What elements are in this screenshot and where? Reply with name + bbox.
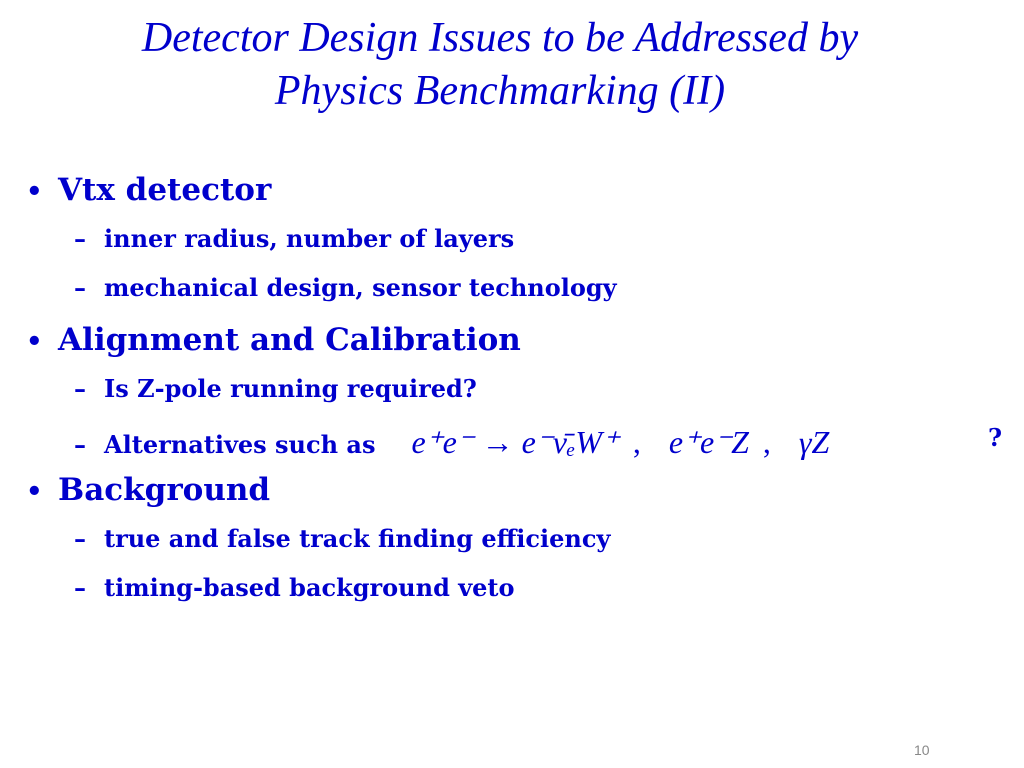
sub-item — [74, 524, 1016, 554]
sub-item-text: true and false track finding efficiency — [104, 524, 611, 553]
dash-icon: – — [74, 430, 86, 459]
physics-formula — [411, 423, 829, 461]
bullet-icon: • — [26, 177, 43, 207]
sub-item-alternatives — [74, 423, 1016, 460]
title-line-1: Detector Design Issues to be Addressed by — [141, 15, 859, 61]
sub-item — [74, 273, 1016, 303]
bullet-icon: • — [26, 477, 43, 507]
formula-process-w: e⁺e⁻ → e⁻ν̄ₑW⁺ — [411, 424, 619, 460]
bullet-text: Background — [58, 472, 271, 508]
bullet-vtx-detector — [26, 172, 1016, 210]
title-line-2: Physics Benchmarking (II) — [274, 68, 726, 114]
dash-icon: – — [74, 224, 86, 253]
sub-item-text: mechanical design, sensor technology — [104, 273, 617, 302]
dash-icon: – — [74, 573, 86, 602]
bullet-icon: • — [26, 327, 43, 357]
dash-icon: – — [74, 374, 86, 403]
formula-process-gamma-z: γZ — [798, 424, 830, 460]
bullet-text: Alignment and Calibration — [58, 322, 521, 358]
formula-process-z: e⁺e⁻Z — [668, 424, 749, 460]
bullet-alignment-calibration — [26, 322, 1016, 360]
dash-icon: – — [74, 273, 86, 302]
formula-separator: , — [632, 424, 641, 460]
sub-item-text: Is Z-pole running required? — [104, 374, 477, 403]
sub-item — [74, 224, 1016, 254]
slide-title — [0, 12, 1000, 118]
sub-item — [74, 374, 1016, 404]
dash-icon: – — [74, 524, 86, 553]
sub-item-text: inner radius, number of layers — [104, 224, 515, 253]
sub-item — [74, 573, 1016, 603]
bullet-text: Vtx detector — [58, 172, 272, 208]
sub-item-text: Alternatives such as — [104, 430, 376, 459]
formula-separator: , — [762, 424, 771, 460]
page-number: 10 — [914, 742, 930, 758]
question-mark: ? — [988, 423, 1003, 452]
slide-body — [26, 172, 1016, 622]
sub-item-text: timing-based background veto — [104, 573, 515, 602]
bullet-background — [26, 472, 1016, 510]
